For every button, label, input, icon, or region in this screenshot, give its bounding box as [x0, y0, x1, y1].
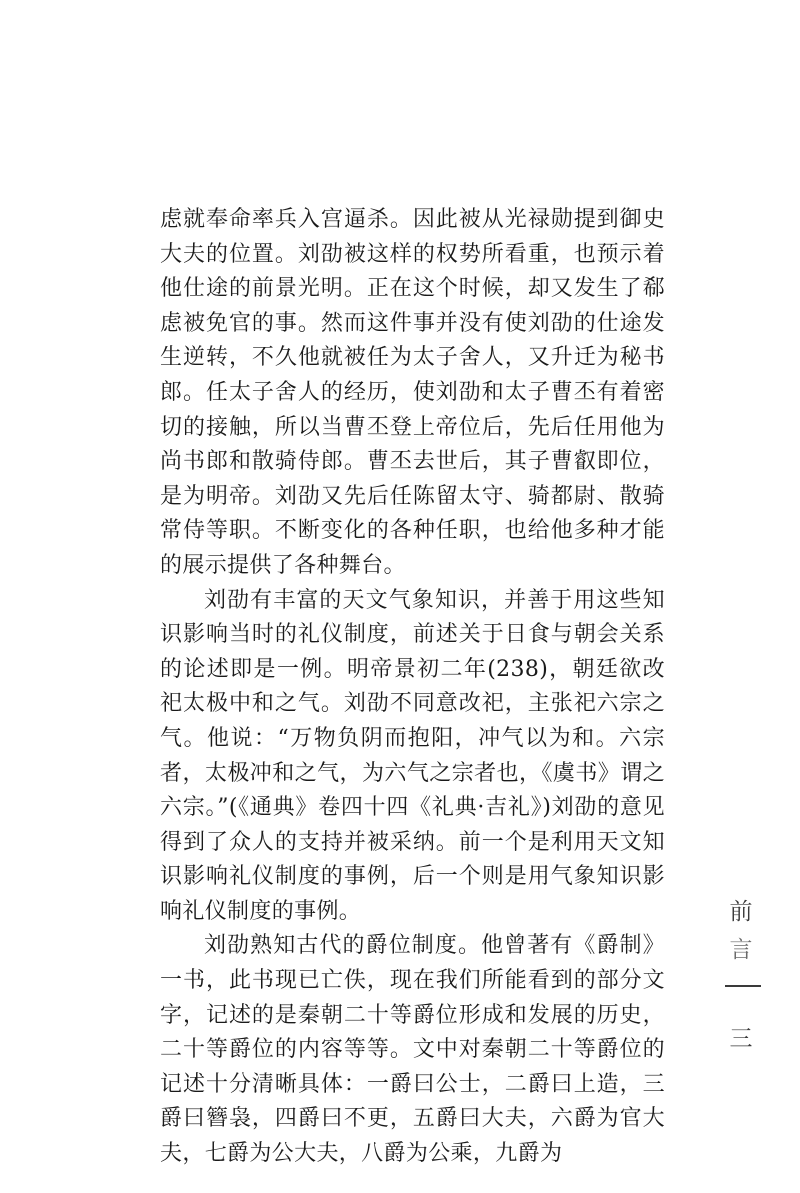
section-title-char-2: 言 [729, 937, 753, 963]
paragraph-1: 虑就奉命率兵入宫逼杀。因此被从光禄勋提到御史大夫的位置。刘劭被这样的权势所看重，也预示着他仕途的前景光明。正在这个时候，却又发生了郗虑被免官的事。然而这件事并没有使刘劭的仕途发生逆转，不久他就被任为太子舍人，又升迁为秘书郎。任太子舍人的经历，使刘劭和太子曹丕有着密切的接触，所以当曹丕登上帝位后，先后任用他为尚书郎和散骑侍郎。曹丕去世后，其子曹叡即位，是为明帝。刘劭又先后任陈留太守、骑都尉、散骑常侍等职。不断变化的各种任职，也给他多种才能的展示提供了各种舞台。 [160, 207, 665, 578]
paragraph-2: 刘劭有丰富的天文气象知识，并善于用这些知识影响当时的礼仪制度，前述关于日食与朝会关系的论述即是一例。明帝景初二年(238)，朝廷欲改祀太极中和之气。刘劭不同意改祀，主张祀六宗之气。他说：“万物负阴而抱阳，冲气以为和。六宗者，太极冲和之气，为六气之宗者也，《虞书》谓之六宗。”(《通典》卷四十四《礼典·吉礼》)刘劭的意见得到了众人的支持并被采纳。前一个是利用天文知识影响礼仪制度的事例，后一个则是用气象知识影响礼仪制度的事例。 [160, 587, 665, 924]
body-text [160, 203, 665, 1172]
margin-divider [725, 985, 761, 987]
section-title-char-1: 前 [729, 899, 753, 925]
paragraph-3: 刘劭熟知古代的爵位制度。他曾著有《爵制》一书，此书现已亡佚，现在我们所能看到的部分文字，记述的是秦朝二十等爵位形成和发展的历史，二十等爵位的内容等等。文中对秦朝二十等爵位的记述十分清晰具体：一爵曰公士，二爵曰上造，三爵曰簪袅，四爵曰不更，五爵曰大夫，六爵为官大夫，七爵为公大夫，八爵为公乘，九爵为 [160, 933, 665, 1167]
page-number: 三 [729, 1026, 753, 1052]
